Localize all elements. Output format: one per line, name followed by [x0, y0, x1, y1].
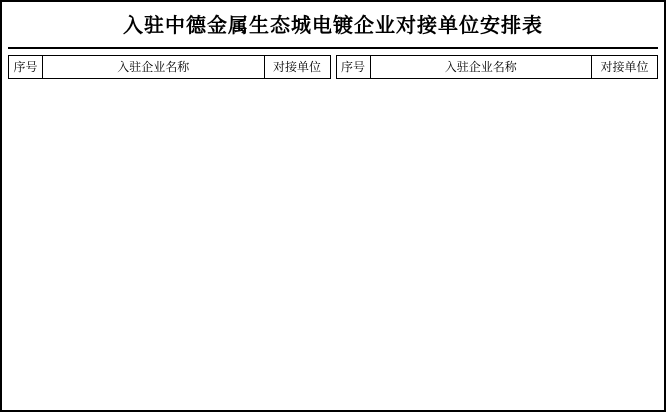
col-header-seq: 序号: [9, 56, 43, 79]
left-table: [8, 55, 331, 395]
left-table-body: [9, 79, 331, 395]
col-header-name: 入驻企业名称: [370, 56, 592, 79]
tables-container: [2, 49, 664, 401]
col-header-seq: 序号: [336, 56, 370, 79]
right-table: [336, 55, 659, 395]
right-table-body: [336, 79, 658, 395]
col-header-unit: 对接单位: [264, 56, 330, 79]
table-header-row: [9, 56, 331, 79]
page-title: 入驻中德金属生态城电镀企业对接单位安排表: [123, 15, 543, 37]
col-header-unit: 对接单位: [592, 56, 658, 79]
table-header-row: [336, 56, 658, 79]
col-header-name: 入驻企业名称: [43, 56, 265, 79]
